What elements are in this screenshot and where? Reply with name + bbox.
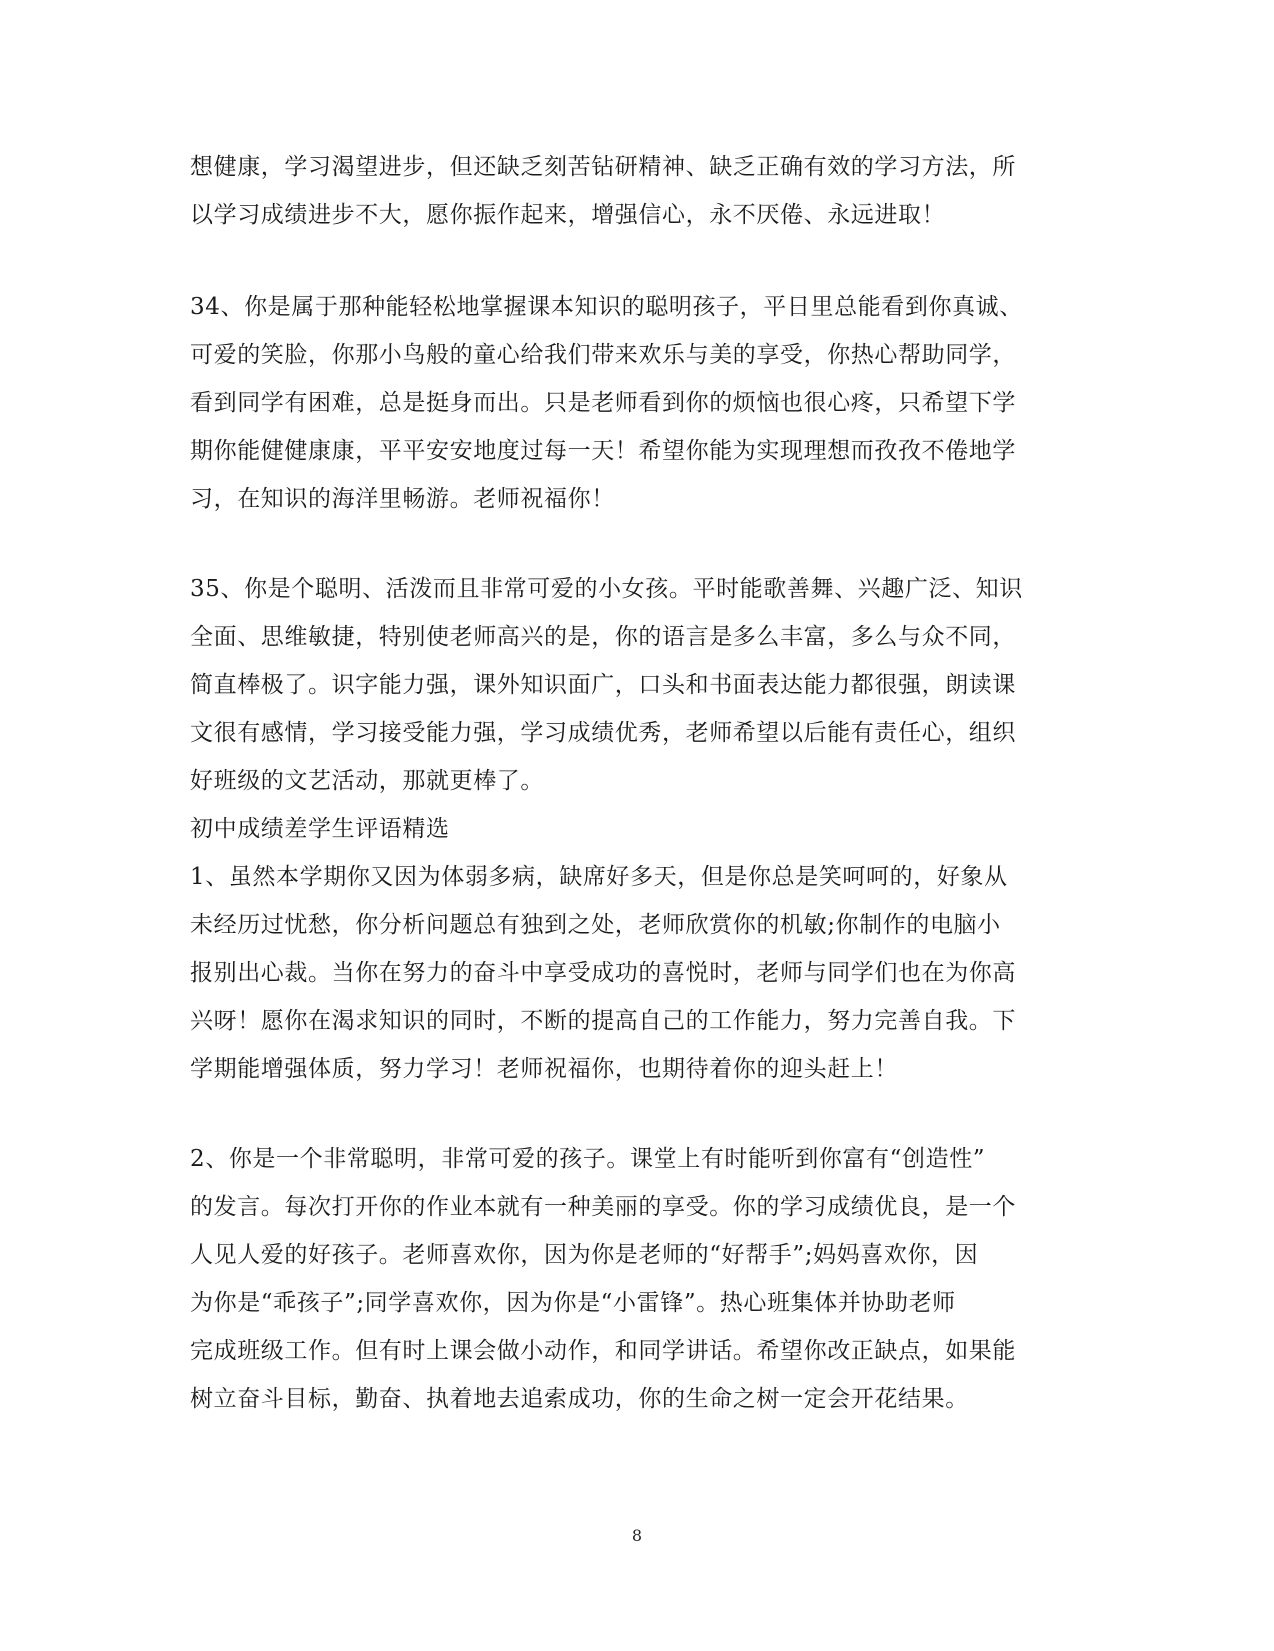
text-line: 报别出心裁。当你在努力的奋斗中享受成功的喜悦时，老师与同学们也在为你高 xyxy=(190,960,1016,986)
text-line: 35、你是个聪明、活泼而且非常可爱的小女孩。平时能歌善舞、兴趣广泛、知识 xyxy=(190,576,1023,602)
text-line: 全面、思维敏捷，特别使老师高兴的是，你的语言是多么丰富，多么与众不同， xyxy=(190,624,1016,650)
text-line: 完成班级工作。但有时上课会做小动作，和同学讲话。希望你改正缺点，如果能 xyxy=(190,1338,1016,1364)
text-line: 兴呀！愿你在渴求知识的同时，不断的提高自己的工作能力，努力完善自我。下 xyxy=(190,1008,1016,1034)
text-line: 人见人爱的好孩子。老师喜欢你，因为你是老师的“好帮手”;妈妈喜欢你，因 xyxy=(190,1242,979,1268)
text-line: 简直棒极了。识字能力强，课外知识面广，口头和书面表达能力都很强，朗读课 xyxy=(190,672,1016,698)
text-line: 习，在知识的海洋里畅游。老师祝福你！ xyxy=(190,486,615,512)
text-line: 学期能增强体质，努力学习！老师祝福你，也期待着你的迎头赶上！ xyxy=(190,1056,898,1082)
text-line: 看到同学有困难，总是挺身而出。只是老师看到你的烦恼也很心疼，只希望下学 xyxy=(190,390,1016,416)
section-heading: 初中成绩差学生评语精选 xyxy=(190,816,450,842)
text-line: 以学习成绩进步不大，愿你振作起来，增强信心，永不厌倦、永远进取！ xyxy=(190,202,946,228)
text-line: 未经历过忧愁，你分析问题总有独到之处，老师欣赏你的机敏;你制作的电脑小 xyxy=(190,912,1001,938)
text-line: 树立奋斗目标，勤奋、执着地去追索成功，你的生命之树一定会开花结果。 xyxy=(190,1386,969,1412)
page-number: 8 xyxy=(631,1526,643,1545)
text-line: 好班级的文艺活动，那就更棒了。 xyxy=(190,768,544,794)
text-line: 文很有感情，学习接受能力强，学习成绩优秀，老师希望以后能有责任心，组织 xyxy=(190,720,1016,746)
text-line: 为你是“乖孩子”;同学喜欢你，因为你是“小雷锋”。热心班集体并协助老师 xyxy=(190,1290,956,1316)
text-line: 1、虽然本学期你又因为体弱多病，缺席好多天，但是你总是笑呵呵的，好象从 xyxy=(190,864,1008,890)
text-line: 2、你是一个非常聪明，非常可爱的孩子。课堂上有时能听到你富有“创造性” xyxy=(190,1146,986,1172)
text-line: 想健康，学习渴望进步，但还缺乏刻苦钻研精神、缺乏正确有效的学习方法，所 xyxy=(190,154,1016,180)
text-line: 期你能健健康康，平平安安地度过每一天！希望你能为实现理想而孜孜不倦地学 xyxy=(190,438,1016,464)
text-line: 的发言。每次打开你的作业本就有一种美丽的享受。你的学习成绩优良，是一个 xyxy=(190,1194,1016,1220)
text-line: 可爱的笑脸，你那小鸟般的童心给我们带来欢乐与美的享受，你热心帮助同学， xyxy=(190,342,1016,368)
text-line: 34、你是属于那种能轻松地掌握课本知识的聪明孩子，平日里总能看到你真诚、 xyxy=(190,294,1023,320)
